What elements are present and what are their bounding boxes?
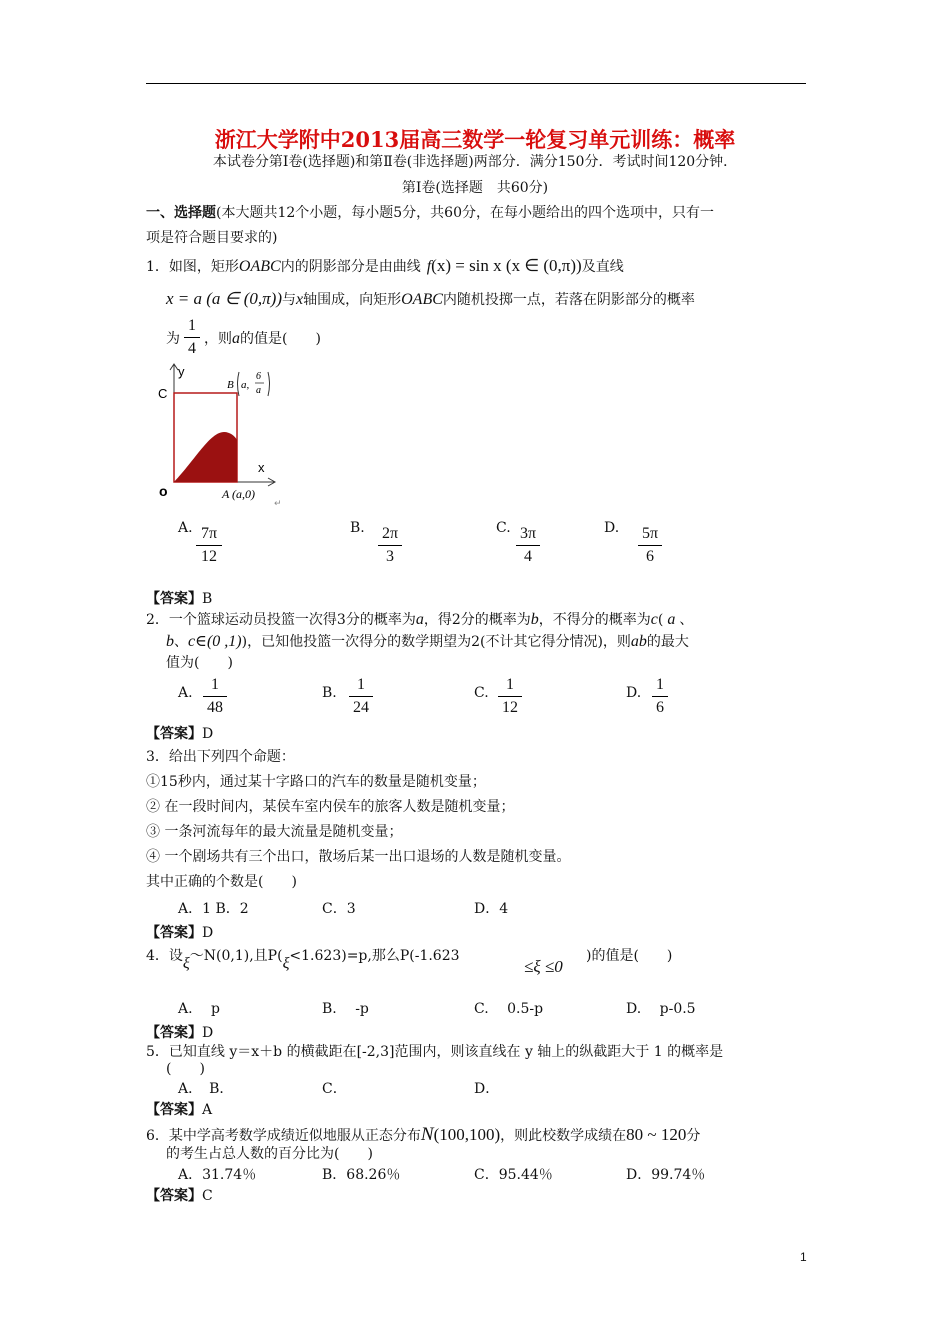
q5-answer: 【答案】A	[146, 1102, 213, 1118]
fig-a-label: A	[222, 487, 230, 501]
q2-option-b-label: B.	[322, 685, 337, 701]
part-heading-line	[146, 203, 714, 223]
q1-option-b: 2π 3	[378, 524, 402, 567]
q5-option-d: D．	[474, 1081, 500, 1097]
q4-interval: ≤ξ ≤0	[524, 957, 563, 976]
q4-answer: 【答案】D	[146, 1025, 214, 1041]
q6-line-2: 的考生占总人数的百分比为( )	[166, 1146, 373, 1162]
q3-item-2: ② 在一段时间内，某侯车室内侯车的旅客人数是随机变量；	[146, 799, 515, 815]
q3-answer: 【答案】D	[146, 925, 214, 941]
q1-option-d: 5π 6	[638, 524, 662, 567]
q6-option-b: B．68.26％	[322, 1167, 401, 1183]
q4-option-a: A. p	[178, 1001, 220, 1017]
q1-probability-fraction: 1 4	[184, 316, 200, 359]
fig-a-coord: (a,0)	[232, 487, 255, 501]
fig-c-label: C	[158, 386, 168, 401]
q2-option-a: 1 48	[203, 675, 227, 718]
q3-stem: 3．给出下列四个命题：	[146, 749, 295, 765]
q1-figure	[150, 360, 300, 510]
q3-item-1: ①15秒内，通过某十字路口的汽车的数量是随机变量；	[146, 774, 486, 790]
q1-line-1: 1．如图，矩形OABC内的阴影部分是由曲线 f(x) = sin x (x ∈ (0,π))及直线	[146, 256, 624, 275]
q1-option-c-label: C.	[496, 520, 511, 536]
q2-option-d-label: D.	[626, 685, 642, 701]
q1-line-3b: ，则a的值是( )	[204, 330, 321, 347]
q2-option-c: 1 12	[498, 675, 522, 718]
part-desc: (本大题共12个小题，每小题5分，共60分，在每小题给出的四个选项中，只有一	[216, 205, 714, 221]
q3-option-c: C．3	[322, 901, 356, 917]
q2-line-3: 值为( )	[166, 655, 233, 671]
q1-option-d-label: D.	[604, 520, 620, 536]
q5-line-1: 5．已知直线 y＝x＋b 的横截距在[-2,3]范围内，则该直线在 y 轴上的纵截距大于 1 的概率是	[146, 1044, 724, 1060]
q1-option-a: 7π 12	[196, 524, 222, 567]
q2-line-1: 2．一个篮球运动员投篮一次得3分的概率为a，得2分的概率为b，不得分的概率为c( a 、	[146, 611, 694, 628]
q3-item-3: ③ 一条河流每年的最大流量是随机变量；	[146, 824, 403, 840]
q2-answer: 【答案】D	[146, 726, 214, 742]
q4-option-b: B. -p	[322, 1001, 369, 1017]
q3-question: 其中正确的个数是( )	[146, 874, 297, 890]
q5-line-2: ( )	[166, 1061, 205, 1077]
part-heading: 一、选择题	[146, 205, 216, 221]
q5-option-c: C．	[322, 1081, 347, 1097]
q4-option-c: C. 0.5-p	[474, 1001, 544, 1017]
q1-option-b-label: B.	[350, 520, 365, 536]
q6-answer: 【答案】C	[146, 1188, 213, 1204]
header-rule	[146, 83, 806, 84]
fig-y-label: y	[178, 364, 185, 379]
q6-option-c: C．95.44％	[474, 1167, 553, 1183]
q2-option-d: 1 6	[652, 675, 668, 718]
q5-option-ab: A． B．	[178, 1081, 234, 1097]
q1-answer: 【答案】B	[146, 591, 213, 607]
document-title: 浙江大学附中2013届高三数学一轮复习单元训练：概率	[214, 127, 736, 152]
fig-b-coord-den: a	[256, 385, 261, 396]
part-desc-2: 项是符合题目要求的)	[146, 230, 278, 246]
q1-option-a-label: A.	[178, 520, 193, 536]
q4-line: 4．设ξ～N(0,1),且P(ξ<1.623)=p,那么P(-1.623	[146, 948, 460, 972]
fig-x-label: x	[258, 460, 265, 475]
section-heading: 第Ⅰ卷(选择题 共60分)	[401, 180, 549, 196]
q6-option-a: A．31.74％	[178, 1167, 257, 1183]
fig-b-coord-num: 6	[256, 371, 261, 382]
q2-option-a-label: A.	[178, 685, 193, 701]
fig-o-label: o	[159, 483, 168, 499]
q3-item-4: ④ 一个剧场共有三个出口，散场后某一出口退场的人数是随机变量。	[146, 849, 571, 865]
q6-line-1: 6．某中学高考数学成绩近似地服从正态分布N(100,100)，则此校数学成绩在80 ~ 120分	[146, 1124, 701, 1145]
q2-option-b: 1 24	[349, 675, 373, 718]
page-number: 1	[800, 1250, 807, 1264]
q2-line-2: b、c∈(0 ,1))，已知他投篮一次得分的数学期望为2(不计其它得分情况)，则ab的最大	[166, 633, 689, 650]
q3-option-ab: A．1 B．2	[178, 901, 249, 917]
q1-line-3a: 为	[166, 331, 180, 347]
q2-option-c-label: C.	[474, 685, 489, 701]
return-mark-icon: ↵	[274, 499, 282, 509]
fig-b-right-paren	[268, 372, 270, 396]
q3-option-d: D．4	[474, 901, 509, 917]
q6-option-d: D．99.74％	[626, 1167, 706, 1183]
q4-option-d: D. p-0.5	[626, 1001, 696, 1017]
shaded-region	[174, 432, 237, 482]
intro-text: 本试卷分第Ⅰ卷(选择题)和第Ⅱ卷(非选择题)两部分．满分150分．考试时间120分钟．	[212, 154, 738, 170]
fig-b-coord-a: a,	[241, 379, 250, 391]
q1-line-2: x = a (a ∈ (0,π))与x轴围成，向矩形OABC内随机投掷一点，若落在阴影部分的概率	[166, 289, 695, 308]
fig-b-label: B	[227, 379, 234, 391]
q4-line-end: )的值是( )	[586, 948, 673, 964]
q1-option-c: 3π 4	[516, 524, 540, 567]
